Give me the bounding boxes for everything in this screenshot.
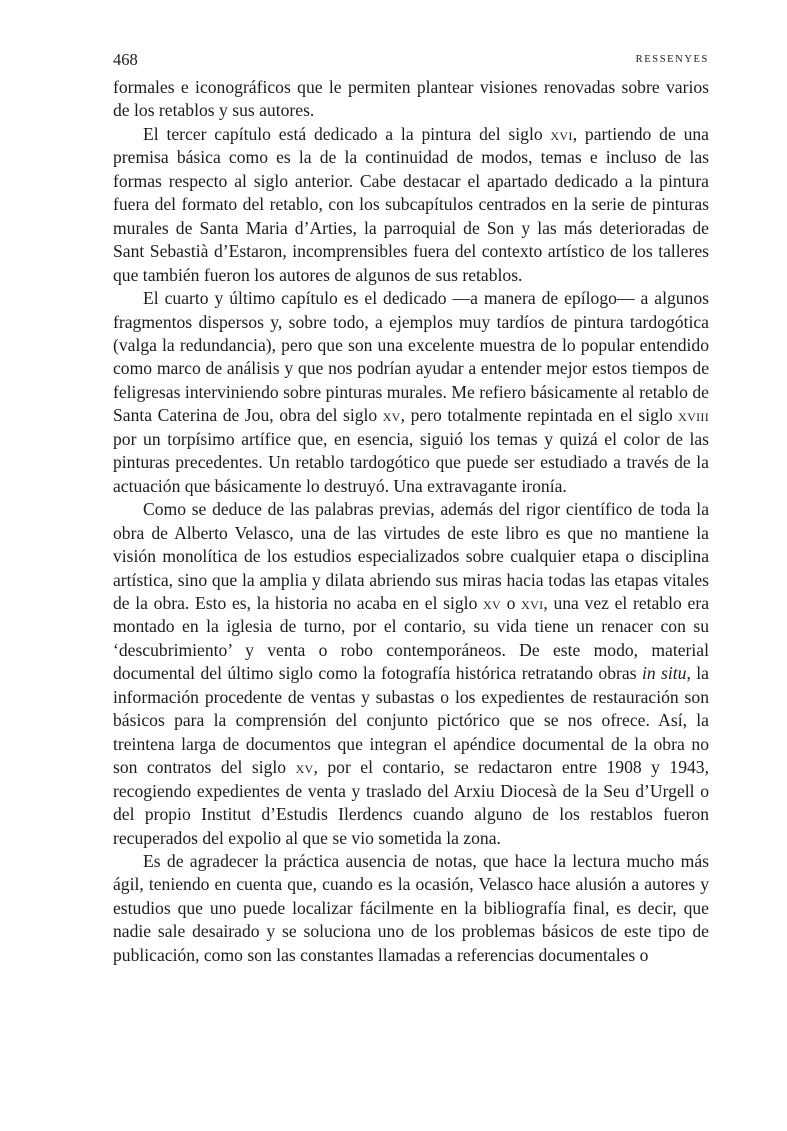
small-caps-text: xv bbox=[382, 405, 401, 426]
text-run: o bbox=[500, 592, 522, 613]
text-run: , una vez el retablo era montado en la iglesia de turno, por el contario, su vida tiene un renacer con su ‘descubrimiento’ y venta o robo contemporáneos. De este modo, material documental del último siglo como la fotografía histórica retratando obras bbox=[113, 592, 709, 684]
text-run: El tercer capítulo está dedicado a la pintura del siglo bbox=[143, 123, 551, 144]
text-run: , la información procedente de ventas y subastas o los expedientes de restauración son básicos para la comprensión del conjunto pictórico que se nos ofrece. Así, la treintena larga de documentos que integran el apéndice documental de la obra no son contratos del siglo bbox=[113, 663, 709, 778]
body-text bbox=[113, 76, 709, 967]
text-run: por un torpísimo artífice que, en esencia, siguió los temas y quizá el color de las pinturas precedentes. Un retablo tardogótico que puede ser estudiado a través de la actuación que básicamente lo destruyó. Una extravagante ironía. bbox=[113, 428, 709, 496]
small-caps-text: xviii bbox=[678, 405, 709, 426]
small-caps-text: xvi bbox=[550, 123, 573, 144]
running-header bbox=[113, 50, 709, 74]
paragraph bbox=[113, 123, 709, 287]
small-caps-text: xv bbox=[483, 592, 501, 613]
section-title: RESSENYES bbox=[635, 54, 709, 65]
paragraph bbox=[113, 498, 709, 850]
text-run: El cuarto y último capítulo es el dedicado —a manera de epílogo— a algunos fragmentos dispersos y, sobre todo, a ejemplos muy tardíos de pintura tardogótica (valga la redundancia), pero que son una excelente muestra de lo popular entendido como marco de análisis y que nos podrían ayudar a entender mejor estos tiempos de feligresas interviniendo sobre pinturas murales. Me refiero básicamente al retablo de Santa Caterina de Jou, obra del siglo bbox=[113, 288, 709, 426]
text-run: , por el contario, se redactaron entre 1908 y 1943, recogiendo expedientes de venta y traslado del Arxiu Diocesà de la Seu d’Urgell o del propio Institut d’Estudis Ilerdencs cuando alguno de los restablos fueron recuperados del expolio al que se vio sometida la zona. bbox=[113, 757, 709, 848]
text-run: Como se deduce de las palabras previas, además del rigor científico de toda la obra de Alberto Velasco, una de las virtudes de este libro es que no mantiene la visión monolítica de los estudios especializados sobre cualquier etapa o disciplina artística, sino que la amplia y dilata abriendo sus miras hacia todas las etapas vitales de la obra. Esto es, la historia no acaba en el siglo bbox=[113, 499, 709, 613]
italic-text: in situ bbox=[641, 663, 687, 684]
text-run: , pero totalmente repintada en el siglo bbox=[400, 405, 679, 426]
paragraph bbox=[113, 287, 709, 498]
text-run: , partiendo de una premisa básica como es la de la continuidad de modos, temas e incluso de las formas respecto al siglo anterior. Cabe destacar el apartado dedicado a la pintura fuera del formato del retablo, con los subcapítulos centrados en la serie de pinturas murales de Santa Maria d’Arties, la parroquial de Son y las más deterioradas de Sant Sebastià d’Estaron, incomprensibles fuera del contexto artístico de los talleres que también fueron los autores de algunos de sus retablos. bbox=[113, 123, 709, 285]
small-caps-text: xvi bbox=[521, 592, 544, 613]
paragraph bbox=[113, 850, 709, 967]
text-run: formales e iconográficos que le permiten plantear visiones renovadas sobre varios de los retablos y sus autores. bbox=[113, 77, 709, 121]
document-page bbox=[113, 50, 709, 967]
small-caps-text: xv bbox=[295, 757, 314, 778]
page-number: 468 bbox=[113, 50, 138, 69]
paragraph bbox=[113, 76, 709, 123]
text-run: Es de agradecer la práctica ausencia de notas, que hace la lectura mucho más ágil, teniendo en cuenta que, cuando es la ocasión, Velasco hace alusión a autores y estudios que uno puede localizar fácilmente en la bibliografía final, es decir, que nadie sale desairado y se soluciona uno de los problemas básicos de este tipo de publicación, como son las constantes llamadas a referencias documentales o bbox=[113, 850, 709, 965]
